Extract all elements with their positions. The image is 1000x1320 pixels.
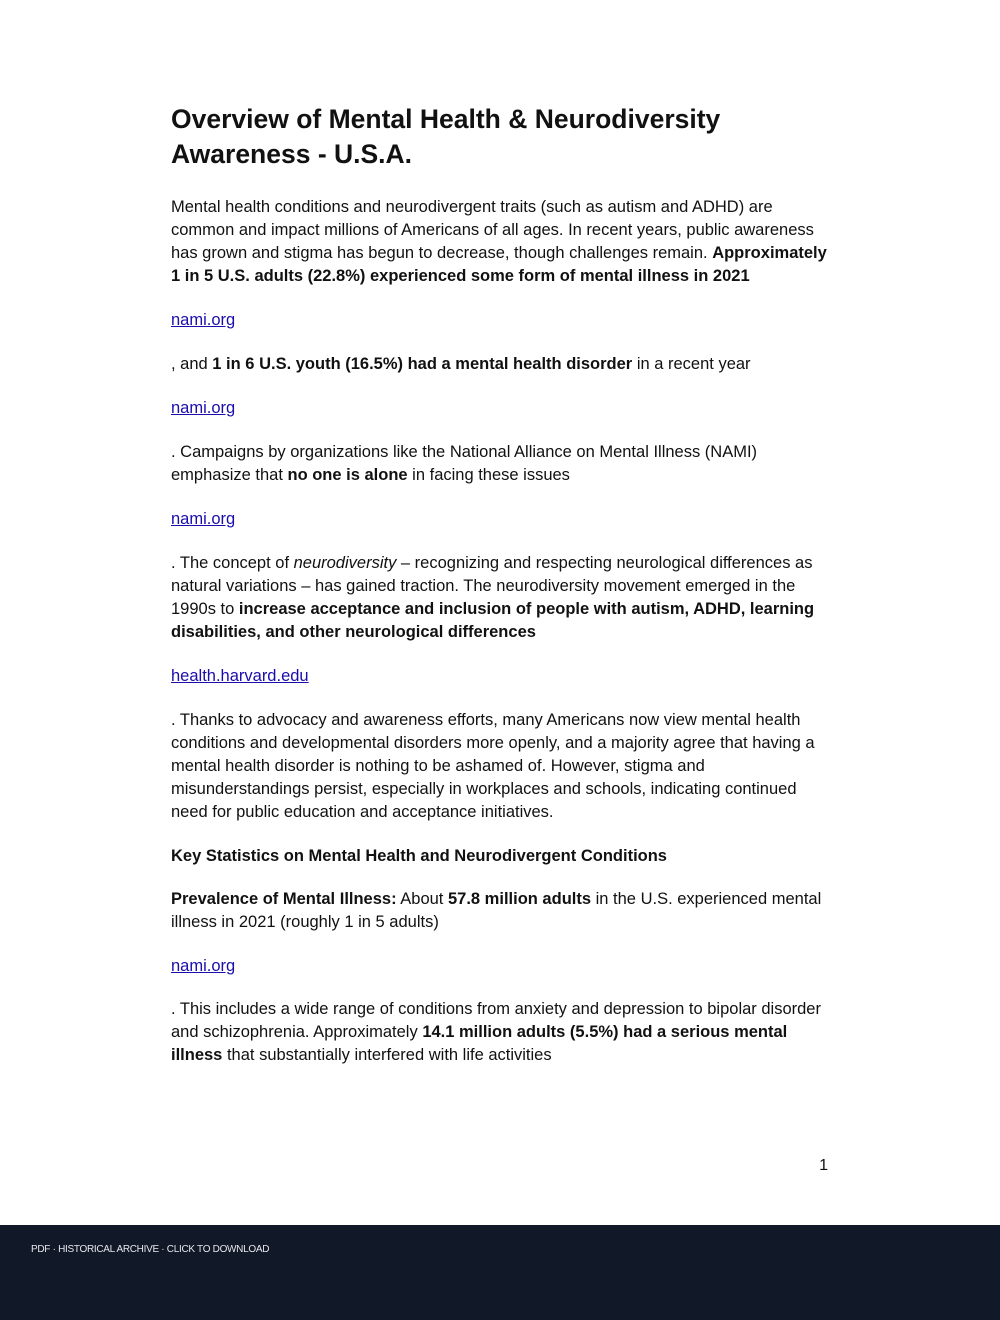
prevalence-text-1: About (396, 890, 448, 908)
section-heading-text: Key Statistics on Mental Health and Neurodivergent Conditions (171, 847, 667, 865)
intro-bold-stat: Approximately 1 in 5 U.S. adults (22.8%) experienced some form of mental illness in 2021 (171, 244, 827, 285)
neurodiversity-text-1: . The concept of (171, 554, 294, 572)
neurodiversity-text-2: – recognizing and respecting neurological differences as natural variations – has gained traction. The neurodiversity movement emerged in the 1990s to (171, 554, 813, 618)
download-footer-label[interactable]: PDF · HISTORICAL ARCHIVE · CLICK TO DOWNLOAD (31, 1244, 270, 1255)
source-link-2 (171, 397, 836, 420)
advocacy-paragraph: . Thanks to advocacy and awareness efforts, many Americans now view mental health conditions and developmental disorders more openly, and a majority agree that having a mental health disorder is nothing to be ashamed of. However, stigma and misunderstandings persist, especially in workplaces and schools, indicating continued need for public education and acceptance initiatives. (171, 711, 815, 821)
serious-text-1: . This includes a wide range of conditions from anxiety and depression to bipolar disorder and schizophrenia. Approximately (171, 1000, 821, 1041)
source-link-5 (171, 955, 836, 978)
campaigns-bold: no one is alone (287, 466, 408, 484)
campaigns-text-1: . Campaigns by organizations like the National Alliance on Mental Illness (NAMI) emphasize that (171, 443, 758, 484)
youth-bold-stat: 1 in 6 U.S. youth (16.5%) had a mental health disorder (212, 355, 633, 373)
serious-text-2: that substantially interfered with life activities (222, 1046, 552, 1064)
prevalence-label: Prevalence of Mental Illness: (171, 890, 397, 908)
intro-paragraph (171, 196, 836, 288)
neurodiversity-term: neurodiversity (293, 554, 397, 572)
nami-link[interactable]: nami.org (171, 510, 236, 528)
intro-text: Mental health conditions and neurodivergent traits (such as autism and ADHD) are common and impact millions of Americans of all ages. In recent years, public awareness has grown and stigma has begun to decrease, though challenges remain. (171, 198, 814, 262)
source-link-1 (171, 309, 836, 332)
nami-link[interactable]: nami.org (171, 399, 236, 417)
harvard-link[interactable]: health.harvard.edu (171, 667, 309, 685)
prevalence-bold-stat: 57.8 million adults (447, 890, 592, 908)
youth-paragraph (171, 353, 836, 376)
serious-illness-paragraph (171, 998, 836, 1067)
document-title: Overview of Mental Health & Neurodiversity Awareness - U.S.A. (171, 104, 721, 169)
section-heading (171, 845, 836, 868)
neurodiversity-paragraph (171, 552, 836, 644)
prevalence-paragraph (171, 888, 836, 934)
youth-text-1: , and (171, 355, 213, 373)
nami-link[interactable]: nami.org (171, 957, 236, 975)
serious-bold-stat: 14.1 million adults (5.5%) had a serious mental illness (171, 1023, 788, 1064)
source-link-4 (171, 665, 836, 688)
source-link-3 (171, 508, 836, 531)
campaigns-text-2: in facing these issues (407, 466, 570, 484)
youth-text-2: in a recent year (632, 355, 751, 373)
document-content (171, 102, 836, 1067)
neurodiversity-bold: increase acceptance and inclusion of people with autism, ADHD, learning disabilities, and other neurological differences (171, 600, 815, 641)
download-footer-bar[interactable] (0, 1225, 1000, 1320)
page-number: 1 (819, 1157, 828, 1174)
nami-link[interactable]: nami.org (171, 311, 236, 329)
campaigns-paragraph (171, 441, 836, 487)
prevalence-text-2: in the U.S. experienced mental illness in 2021 (roughly 1 in 5 adults) (171, 890, 822, 931)
